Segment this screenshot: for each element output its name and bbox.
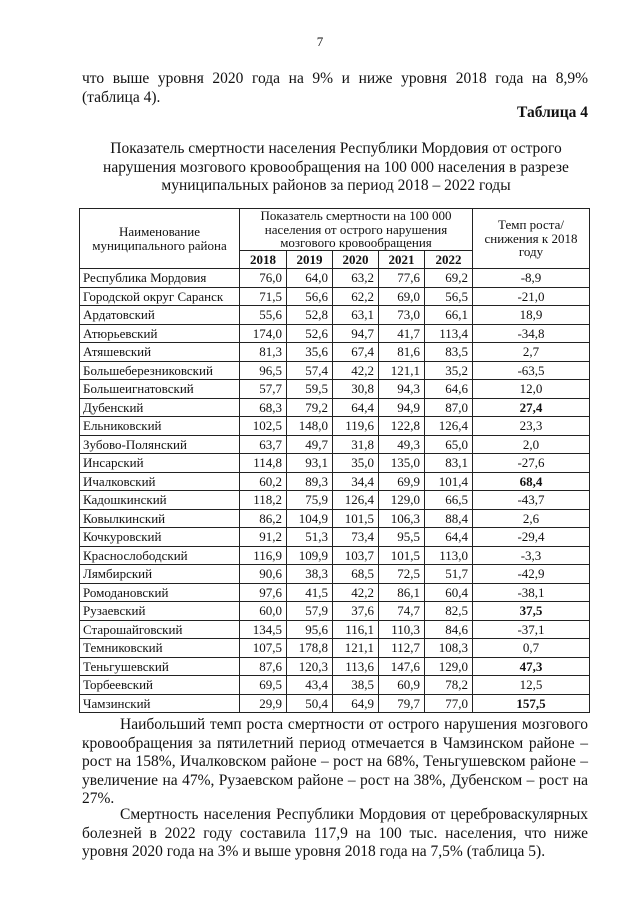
mortality-value: 122,8 [379,417,425,436]
district-name: Темниковский [80,639,240,658]
district-name: Атюрьевский [80,324,240,343]
mortality-value: 72,5 [379,565,425,584]
table-row [80,269,590,288]
table-row [80,472,590,491]
mortality-value: 129,0 [379,491,425,510]
district-name: Кадошкинский [80,491,240,510]
mortality-value: 42,2 [333,361,379,380]
growth-rate: 23,3 [473,417,590,436]
mortality-value: 102,5 [240,417,287,436]
growth-rate: -42,9 [473,565,590,584]
mortality-value: 68,3 [240,398,287,417]
mortality-value: 83,5 [425,343,473,362]
mortality-value: 83,1 [425,454,473,473]
growth-rate: -38,1 [473,583,590,602]
mortality-value: 121,1 [379,361,425,380]
table-row [80,694,590,713]
table-row [80,528,590,547]
district-name: Инсарский [80,454,240,473]
mortality-value: 43,4 [287,676,333,695]
mortality-value: 66,5 [425,491,473,510]
mortality-value: 77,0 [425,694,473,713]
mortality-value: 76,0 [240,269,287,288]
district-name: Зубово-Полянский [80,435,240,454]
district-name: Лямбирский [80,565,240,584]
mortality-value: 49,7 [287,435,333,454]
table-row [80,361,590,380]
mortality-value: 121,1 [333,639,379,658]
table-row [80,398,590,417]
growth-rate: 12,5 [473,676,590,695]
growth-rate: 47,3 [473,657,590,676]
mortality-value: 67,4 [333,343,379,362]
mortality-value: 57,9 [287,602,333,621]
mortality-value: 126,4 [425,417,473,436]
growth-rate: -21,0 [473,287,590,306]
mortality-value: 41,5 [287,583,333,602]
mortality-value: 174,0 [240,324,287,343]
mortality-value: 51,3 [287,528,333,547]
table-title: Показатель смертности населения Республики Мордовия от острого нарушения мозгового кровообращения на 100 000 населения в разрезе муниципальных районов за период 2018 – 2022 годы [103,140,569,194]
district-name: Большеберезниковский [80,361,240,380]
table-row [80,491,590,510]
mortality-value: 63,7 [240,435,287,454]
mortality-value: 88,4 [425,509,473,528]
mortality-value: 59,5 [287,380,333,399]
mortality-value: 89,3 [287,472,333,491]
growth-rate: 18,9 [473,306,590,325]
header-district-name: Наименование муниципального района [80,209,240,269]
district-name: Рузаевский [80,602,240,621]
year-header: 2020 [333,250,379,269]
mortality-value: 71,5 [240,287,287,306]
table-body [80,269,590,713]
mortality-value: 95,5 [379,528,425,547]
mortality-value: 86,1 [379,583,425,602]
mortality-value: 56,6 [287,287,333,306]
growth-rate: 37,5 [473,602,590,621]
mortality-value: 60,4 [425,583,473,602]
mortality-value: 29,9 [240,694,287,713]
mortality-value: 114,8 [240,454,287,473]
mortality-value: 69,5 [240,676,287,695]
mortality-value: 94,7 [333,324,379,343]
paragraph-cerebrovascular: Смертность населения Республики Мордовия от цереброваскулярных болезней в 2022 году составила 117,9 на 100 тыс. населения, что ниже уровня 2020 года на 3% и выше уровня 2018 года на 7,5% (таблица 5). [82,806,588,860]
mortality-value: 60,9 [379,676,425,695]
mortality-value: 55,6 [240,306,287,325]
mortality-value: 31,8 [333,435,379,454]
mortality-value: 81,3 [240,343,287,362]
mortality-value: 93,1 [287,454,333,473]
mortality-value: 62,2 [333,287,379,306]
mortality-value: 103,7 [333,546,379,565]
mortality-value: 110,3 [379,620,425,639]
mortality-value: 87,6 [240,657,287,676]
mortality-value: 91,2 [240,528,287,547]
mortality-value: 113,0 [425,546,473,565]
mortality-value: 38,3 [287,565,333,584]
mortality-value: 52,8 [287,306,333,325]
growth-rate: -27,6 [473,454,590,473]
mortality-value: 35,0 [333,454,379,473]
table-row [80,583,590,602]
mortality-value: 42,2 [333,583,379,602]
mortality-value: 78,2 [425,676,473,695]
table-row [80,435,590,454]
district-name: Ичалковский [80,472,240,491]
mortality-value: 69,2 [425,269,473,288]
mortality-value: 79,7 [379,694,425,713]
mortality-value: 50,4 [287,694,333,713]
mortality-value: 73,4 [333,528,379,547]
mortality-value: 77,6 [379,269,425,288]
mortality-value: 147,6 [379,657,425,676]
mortality-value: 148,0 [287,417,333,436]
district-name: Чамзинский [80,694,240,713]
mortality-value: 135,0 [379,454,425,473]
mortality-value: 86,2 [240,509,287,528]
mortality-value: 112,7 [379,639,425,658]
mortality-value: 90,6 [240,565,287,584]
district-name: Теньгушевский [80,657,240,676]
table-row [80,324,590,343]
mortality-value: 113,4 [425,324,473,343]
table-row [80,287,590,306]
mortality-value: 60,0 [240,602,287,621]
mortality-value: 63,1 [333,306,379,325]
growth-rate: -29,4 [473,528,590,547]
mortality-value: 101,5 [333,509,379,528]
mortality-value: 97,6 [240,583,287,602]
table-row [80,676,590,695]
header-indicator: Показатель смертности на 100 000 населения от острого нарушения мозгового кровообращения [240,209,473,251]
mortality-value: 66,1 [425,306,473,325]
growth-rate: 2,7 [473,343,590,362]
growth-rate: 2,0 [473,435,590,454]
mortality-value: 84,6 [425,620,473,639]
district-name: Ромодановский [80,583,240,602]
district-name: Дубенский [80,398,240,417]
district-name: Кочкуровский [80,528,240,547]
growth-rate: 27,4 [473,398,590,417]
mortality-value: 73,0 [379,306,425,325]
mortality-value: 79,2 [287,398,333,417]
mortality-value: 87,0 [425,398,473,417]
mortality-value: 116,9 [240,546,287,565]
mortality-value: 38,5 [333,676,379,695]
mortality-value: 119,6 [333,417,379,436]
mortality-table [79,208,590,713]
growth-rate: -3,3 [473,546,590,565]
mortality-value: 126,4 [333,491,379,510]
table-row [80,639,590,658]
table-row [80,417,590,436]
growth-rate: 157,5 [473,694,590,713]
header-rate: Темп роста/снижения к 2018 году [473,209,590,269]
mortality-value: 74,7 [379,602,425,621]
mortality-value: 101,5 [379,546,425,565]
mortality-value: 68,5 [333,565,379,584]
growth-rate: 2,6 [473,509,590,528]
mortality-value: 64,9 [333,694,379,713]
mortality-value: 41,7 [379,324,425,343]
mortality-value: 69,0 [379,287,425,306]
table-row [80,546,590,565]
year-header: 2019 [287,250,333,269]
mortality-value: 63,2 [333,269,379,288]
mortality-value: 65,0 [425,435,473,454]
table-row [80,509,590,528]
growth-rate: 68,4 [473,472,590,491]
mortality-value: 35,2 [425,361,473,380]
mortality-value: 134,5 [240,620,287,639]
table-row [80,620,590,639]
intro-paragraph: что выше уровня 2020 года на 9% и ниже уровня 2018 года на 8,9% (таблица 4). [82,70,588,106]
growth-rate: 12,0 [473,380,590,399]
mortality-value: 178,8 [287,639,333,658]
mortality-value: 75,9 [287,491,333,510]
district-name: Краснослободский [80,546,240,565]
mortality-value: 57,4 [287,361,333,380]
mortality-value: 104,9 [287,509,333,528]
district-name: Республика Мордовия [80,269,240,288]
table-row [80,602,590,621]
mortality-value: 37,6 [333,602,379,621]
mortality-value: 60,2 [240,472,287,491]
mortality-value: 107,5 [240,639,287,658]
mortality-value: 35,6 [287,343,333,362]
year-header: 2022 [425,250,473,269]
mortality-value: 82,5 [425,602,473,621]
page-number: 7 [316,34,324,49]
mortality-value: 120,3 [287,657,333,676]
mortality-value: 64,4 [425,528,473,547]
table-row [80,306,590,325]
mortality-value: 51,7 [425,565,473,584]
mortality-value: 108,3 [425,639,473,658]
growth-rate: -34,8 [473,324,590,343]
table-row [80,657,590,676]
table-row [80,380,590,399]
mortality-value: 64,6 [425,380,473,399]
mortality-value: 109,9 [287,546,333,565]
mortality-value: 101,4 [425,472,473,491]
mortality-value: 64,4 [333,398,379,417]
district-name: Старошайговский [80,620,240,639]
mortality-value: 69,9 [379,472,425,491]
mortality-value: 56,5 [425,287,473,306]
mortality-value: 129,0 [425,657,473,676]
growth-rate: -63,5 [473,361,590,380]
mortality-value: 81,6 [379,343,425,362]
mortality-value: 30,8 [333,380,379,399]
mortality-value: 34,4 [333,472,379,491]
mortality-value: 57,7 [240,380,287,399]
paragraph-growth-summary: Наибольший темп роста смертности от острого нарушения мозгового кровообращения за пятилетний период отмечается в Чамзинском районе – рост на 158%, Ичалковском районе – рост на 68%, Теньгушевском районе – увеличение на 47%, Рузаевском районе – рост на 38%, Дубенском – рост на 27%. [82,716,588,807]
year-header: 2021 [379,250,425,269]
growth-rate: 0,7 [473,639,590,658]
district-name: Торбеевский [80,676,240,695]
mortality-value: 49,3 [379,435,425,454]
district-name: Городской округ Саранск [80,287,240,306]
table-label: Таблица 4 [517,104,588,121]
district-name: Ковылкинский [80,509,240,528]
table-row [80,343,590,362]
mortality-value: 118,2 [240,491,287,510]
district-name: Большеигнатовский [80,380,240,399]
mortality-value: 94,3 [379,380,425,399]
growth-rate: -37,1 [473,620,590,639]
table-row [80,454,590,473]
table-row [80,565,590,584]
mortality-value: 96,5 [240,361,287,380]
district-name: Ельниковский [80,417,240,436]
year-header: 2018 [240,250,287,269]
mortality-value: 116,1 [333,620,379,639]
growth-rate: -8,9 [473,269,590,288]
district-name: Атяшевский [80,343,240,362]
district-name: Ардатовский [80,306,240,325]
mortality-value: 95,6 [287,620,333,639]
mortality-value: 64,0 [287,269,333,288]
mortality-value: 52,6 [287,324,333,343]
mortality-value: 94,9 [379,398,425,417]
mortality-value: 106,3 [379,509,425,528]
growth-rate: -43,7 [473,491,590,510]
mortality-value: 113,6 [333,657,379,676]
